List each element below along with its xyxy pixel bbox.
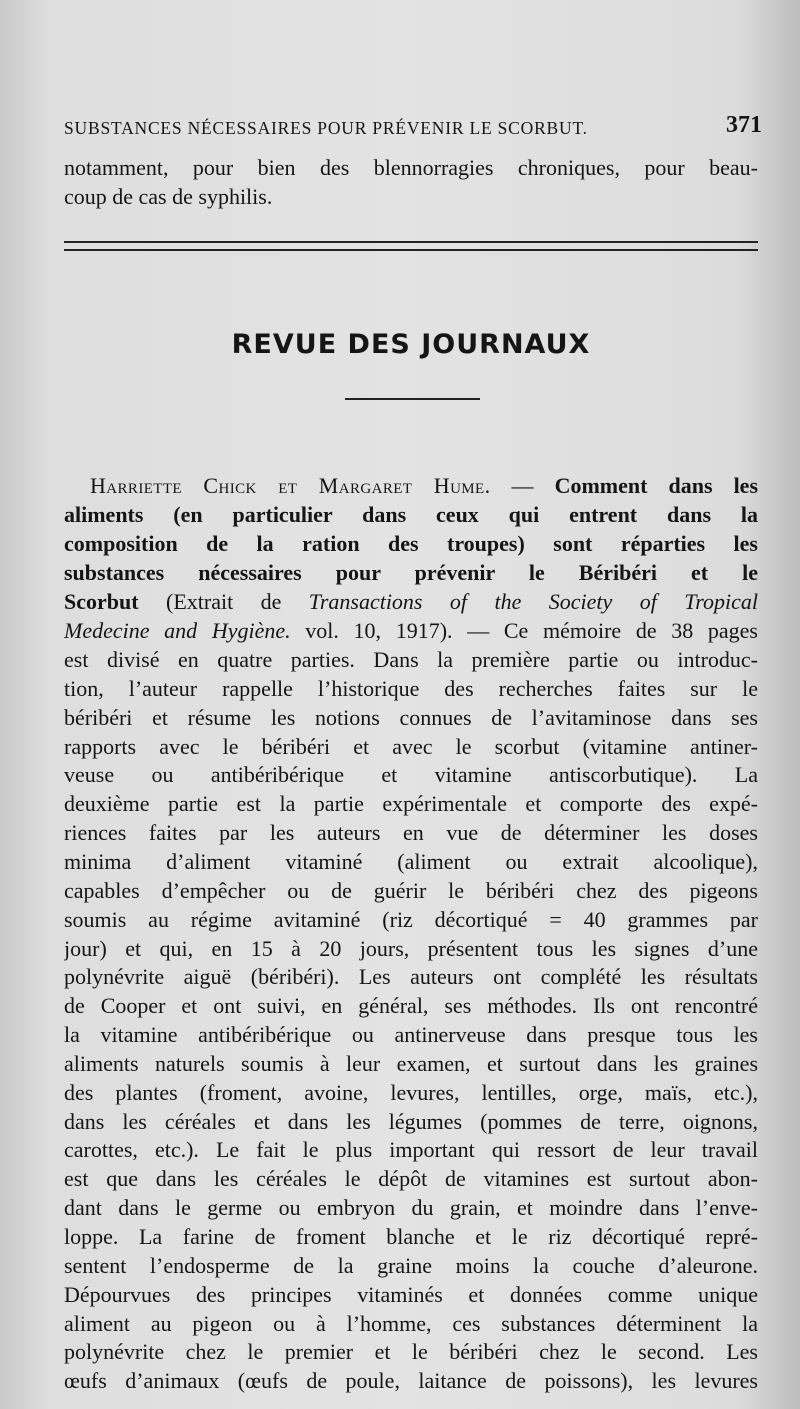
article-line: capables d’empêcher ou de guérir le béribéri chez des pigeons	[64, 878, 758, 903]
continuation-line: coup de cas de syphilis.	[64, 184, 273, 209]
article-line: aliments naturels soumis à leur examen, et surtout dans les graines	[64, 1051, 758, 1076]
article-line: Dépourvues des principes vitaminés et données comme unique	[64, 1282, 758, 1307]
article-title-part: Comment dans les	[554, 473, 758, 498]
page-number: 371	[726, 112, 762, 138]
running-title: SUBSTANCES NÉCESSAIRES POUR PRÉVENIR LE SCORBUT.	[64, 118, 588, 138]
article-line: dans les céréales et dans les légumes (pommes de terre, oignons,	[64, 1109, 758, 1134]
article-line: sentent l’endosperme de la graine moins la couche d’aleurone.	[64, 1253, 758, 1278]
continuation-line: notamment, pour bien des blennorragies chroniques, pour beau-	[64, 155, 758, 180]
article-line: rapports avec le béribéri et avec le scorbut (vitamine antiner-	[64, 734, 758, 759]
article-line: carottes, etc.). Le fait le plus important qui ressort de leur travail	[64, 1137, 758, 1162]
section-divider	[64, 241, 758, 243]
extract-open: (Extrait de	[138, 589, 309, 614]
article-line: soumis au régime avitaminé (riz décortiqué = 40 grammes par	[64, 907, 758, 932]
article-title-part: substances nécessaires pour prévenir le Béribéri et le	[64, 560, 758, 585]
citation: vol. 10, 1917). — Ce mémoire de 38 pages	[290, 618, 758, 643]
section-heading: REVUE DES JOURNAUX	[231, 329, 591, 360]
article-line: deuxième partie est la partie expérimentale et comporte des expé-	[64, 791, 758, 816]
article-line: polynévrite chez le premier et le béribéri chez le second. Les	[64, 1339, 758, 1364]
article-title-part: composition de la ration des troupes) sont réparties les	[64, 531, 758, 556]
article-line: veuse ou antibéribérique et vitamine antiscorbutique). La	[64, 762, 758, 787]
article-title-part: aliments (en particulier dans ceux qui entrent dans la	[64, 502, 758, 527]
article-line: béribéri et résume les notions connues de l’avitaminose dans ses	[64, 705, 758, 730]
running-head	[64, 112, 764, 146]
article-line: polynévrite aiguë (béribéri). Les auteurs ont complété les résultats	[64, 964, 758, 989]
article-line: loppe. La farine de froment blanche et le riz décortiqué repré-	[64, 1224, 758, 1249]
article-line	[64, 588, 758, 616]
article-line: tion, l’auteur rappelle l’historique des recherches faites sur le	[64, 676, 758, 701]
section-divider	[64, 249, 758, 251]
article-title-part: Scorbut	[64, 589, 139, 614]
article-line	[64, 472, 758, 500]
heading-rule	[345, 398, 480, 400]
article-line: dant dans le germe ou embryon du grain, et moindre dans l’enve-	[64, 1195, 758, 1220]
article-line: aliment au pigeon ou à l’homme, ces substances déterminent la	[64, 1311, 758, 1336]
article-line: de Cooper et ont suivi, en général, ses méthodes. Ils ont rencontré	[64, 993, 758, 1018]
article-line	[64, 617, 758, 645]
journal-name: Transactions of the Society of Tropical	[308, 589, 758, 614]
article-line: des plantes (froment, avoine, levures, lentilles, orge, maïs, etc.),	[64, 1080, 758, 1105]
article-line: œufs d’animaux (œufs de poule, laitance de poissons), les levures	[64, 1368, 758, 1393]
article-line: jour) et qui, en 15 à 20 jours, présentent tous les signes d’une	[64, 936, 758, 961]
article-line: minima d’aliment vitaminé (aliment ou extrait alcoolique),	[64, 849, 758, 874]
dash: —	[490, 473, 555, 498]
article-line: la vitamine antibéribérique ou antinerveuse dans presque tous les	[64, 1022, 758, 1047]
article-line: riences faites par les auteurs en vue de déterminer les doses	[64, 820, 758, 845]
article-line: est divisé en quatre parties. Dans la première partie ou introduc-	[64, 647, 758, 672]
article-authors: Harriette Chick et Margaret Hume.	[90, 473, 491, 498]
journal-name: Medecine and Hygiène.	[64, 618, 291, 643]
article-line: est que dans les céréales le dépôt de vitamines est surtout abon-	[64, 1166, 758, 1191]
